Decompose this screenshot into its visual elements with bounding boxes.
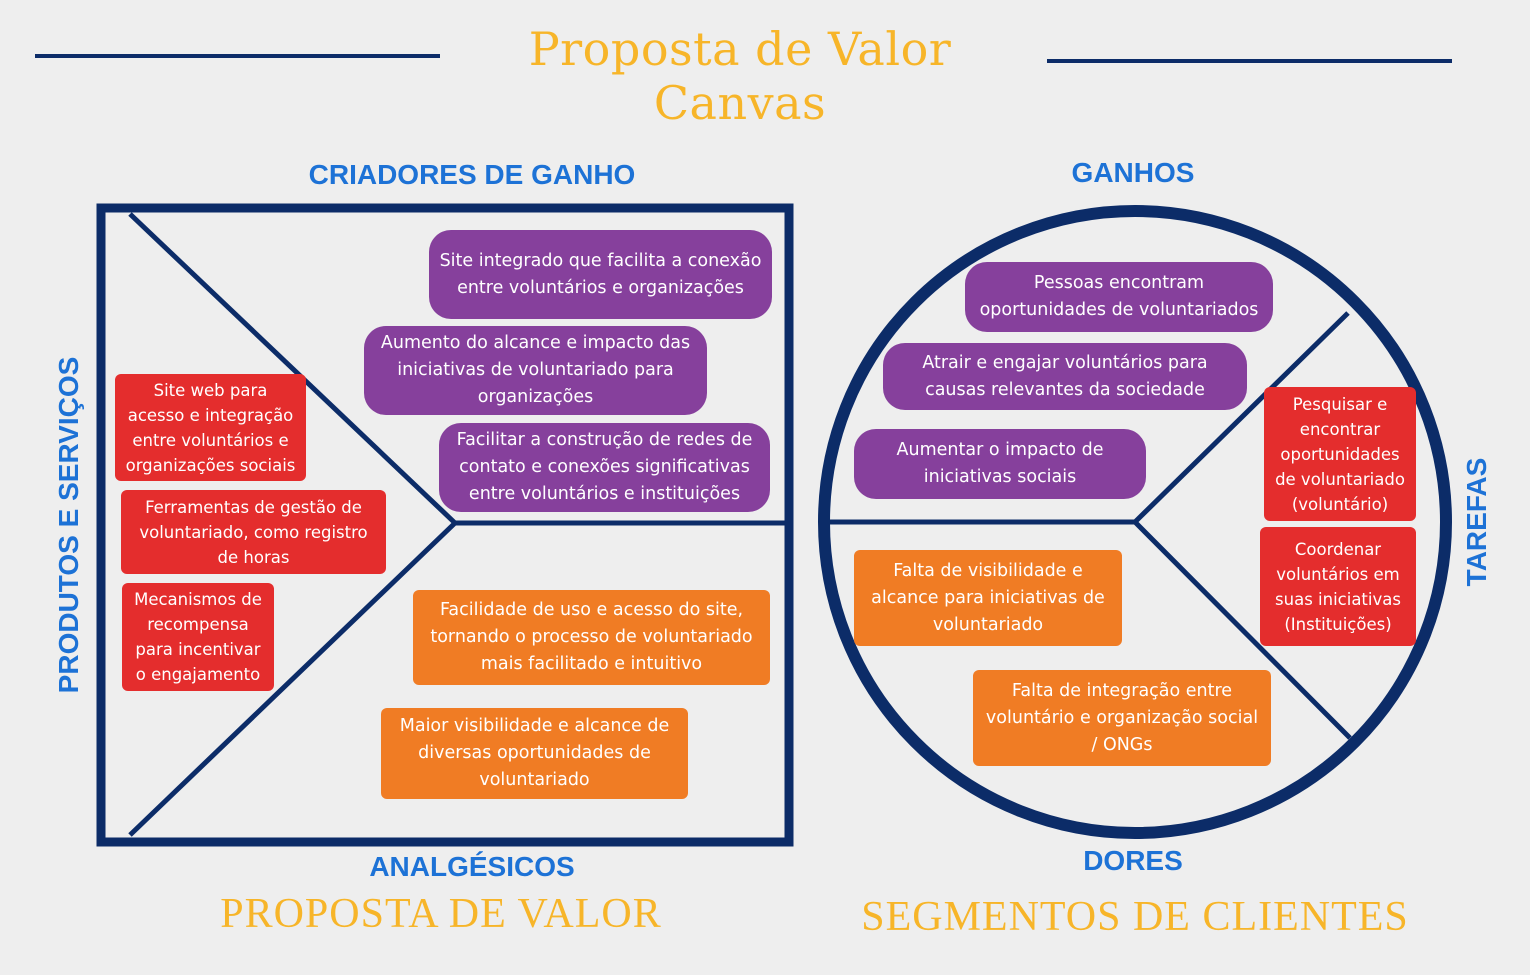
- gain-creator-note: Facilitar a construção de redes de contato e conexões significativas entre voluntários e instituições: [439, 423, 770, 512]
- gain-note: Atrair e engajar voluntários para causas relevantes da sociedade: [883, 343, 1247, 410]
- gain-note: Aumentar o impacto de iniciativas sociais: [854, 429, 1146, 499]
- pain-note: Falta de visibilidade e alcance para iniciativas de voluntariado: [854, 550, 1122, 646]
- pain-reliever-note: Maior visibilidade e alcance de diversas oportunidades de voluntariado: [381, 708, 688, 799]
- product-service-note: Ferramentas de gestão de voluntariado, como registro de horas: [121, 490, 386, 574]
- pain-reliever-note: Facilidade de uso e acesso do site, tornando o processo de voluntariado mais facilitado e intuitivo: [413, 590, 770, 685]
- products-services-label: PRODUTOS E SERVIÇOS: [53, 356, 84, 694]
- gain-creator-note: Site integrado que facilita a conexão entre voluntários e organizações: [429, 230, 772, 319]
- gain-note: Pessoas encontram oportunidades de voluntariados: [965, 262, 1273, 332]
- gain-creators-label: CRIADORES DE GANHO: [308, 159, 636, 190]
- product-service-note: Mecanismos de recompensa para incentivar o engajamento: [122, 583, 274, 691]
- pain-note: Falta de integração entre voluntário e organização social / ONGs: [973, 670, 1271, 766]
- customer-segments-footer-title: SEGMENTOS DE CLIENTES: [861, 894, 1409, 940]
- job-note: Coordenar voluntários em suas iniciativas (Instituições): [1260, 527, 1416, 646]
- pains-label: DORES: [1083, 845, 1183, 876]
- pain-relievers-label: ANALGÉSICOS: [369, 851, 575, 882]
- gains-label: GANHOS: [1071, 157, 1195, 188]
- value-proposition-footer-title: PROPOSTA DE VALOR: [220, 891, 662, 937]
- job-note: Pesquisar e encontrar oportunidades de voluntariado (voluntário): [1264, 387, 1416, 521]
- product-service-note: Site web para acesso e integração entre voluntários e organizações sociais: [115, 374, 306, 481]
- jobs-label: TAREFAS: [1461, 457, 1492, 587]
- page-title: Proposta de Valor Canvas: [528, 22, 952, 130]
- gain-creator-note: Aumento do alcance e impacto das iniciativas de voluntariado para organizações: [364, 326, 707, 415]
